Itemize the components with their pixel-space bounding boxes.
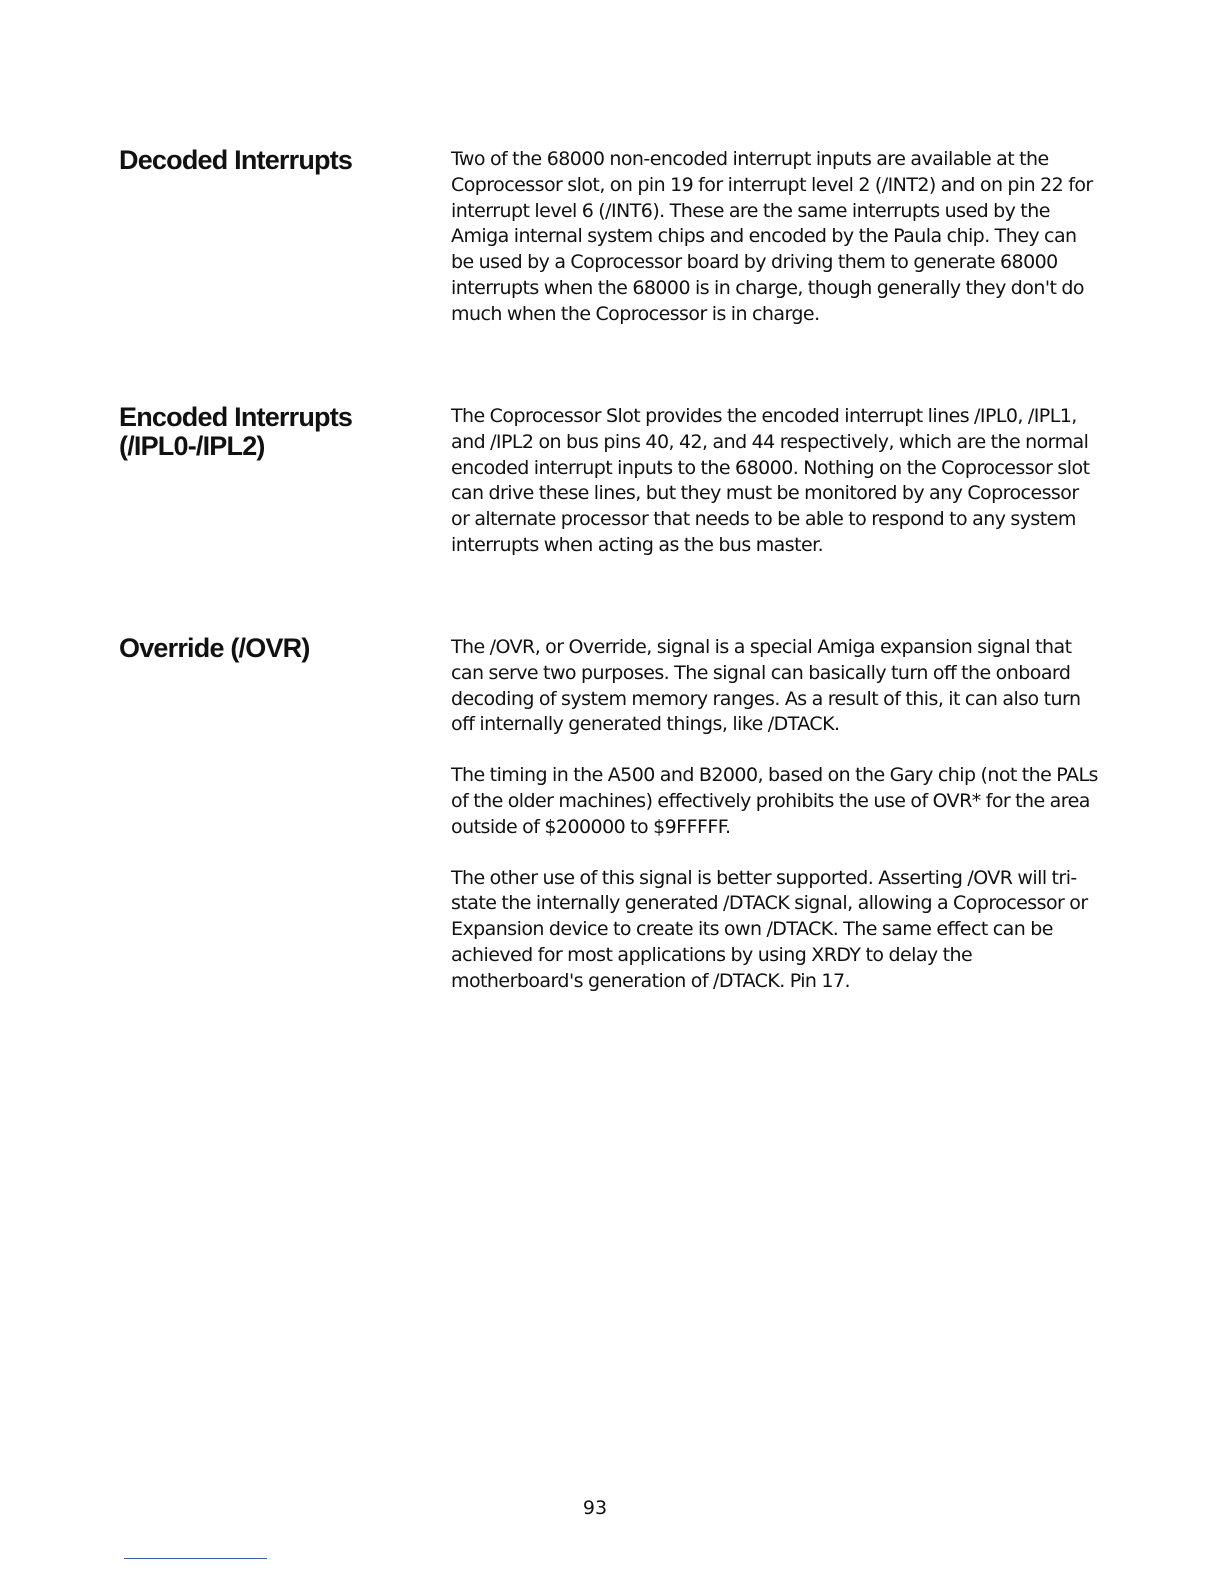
paragraph: Two of the 68000 non-encoded interrupt inputs are available at the Coprocessor slot, on pin 19 for interrupt level 2 (/INT2) and on pin 22 for interrupt level 6 (/INT6). These are the same interrupts used by the Amiga internal system chips and encoded by the Paula chip. They can be used by a Coprocessor board by driving them to generate 68000 interrupts when the 68000 is in charge, though generally they don't do much when the Coprocessor is in charge. (451, 148, 1093, 325)
section-heading (119, 146, 419, 175)
paragraph: The other use of this signal is better supported. Asserting /OVR will tri-state the internally generated /DTACK signal, allowing a Coprocessor or Expansion device to create its own /DTACK. The same effect can be achieved for most applications by using XRDY to delay the motherboard's generation of /DTACK. Pin 17. (451, 866, 1088, 992)
section-heading (119, 403, 419, 461)
heading-line: Decoded Interrupts (119, 145, 353, 175)
heading-line: Override (/OVR) (119, 633, 310, 663)
heading-line: (/IPL0-/IPL2) (119, 431, 265, 461)
paragraph: The Coprocessor Slot provides the encoded interrupt lines /IPL0, /IPL1, and /IPL2 on bus pins 40, 42, and 44 respectively, which are the normal encoded interrupt inputs to the 68000. Nothing on the Coprocessor slot can drive these lines, but they must be monitored by any Coprocessor or alternate processor that needs to be able to respond to any system interrupts when acting as the bus master. (451, 405, 1090, 556)
heading-line: Encoded Interrupts (119, 402, 353, 432)
paragraph: The timing in the A500 and B2000, based on the Gary chip (not the PALs of the older machines) effectively prohibits the use of OVR* for the area outside of $200000 to $9FFFFF. (451, 764, 1098, 838)
paragraph: The /OVR, or Override, signal is a special Amiga expansion signal that can serve two purposes. The signal can basically turn off the onboard decoding of system memory ranges. As a result of this, it can also turn off internally generated things, like /DTACK. (451, 636, 1081, 736)
footnote-divider (124, 1558, 267, 1559)
page-number: 93 (582, 1497, 608, 1519)
section-body (451, 404, 1101, 559)
section-heading (119, 634, 419, 663)
section-body (451, 147, 1101, 328)
section-body (451, 635, 1101, 995)
